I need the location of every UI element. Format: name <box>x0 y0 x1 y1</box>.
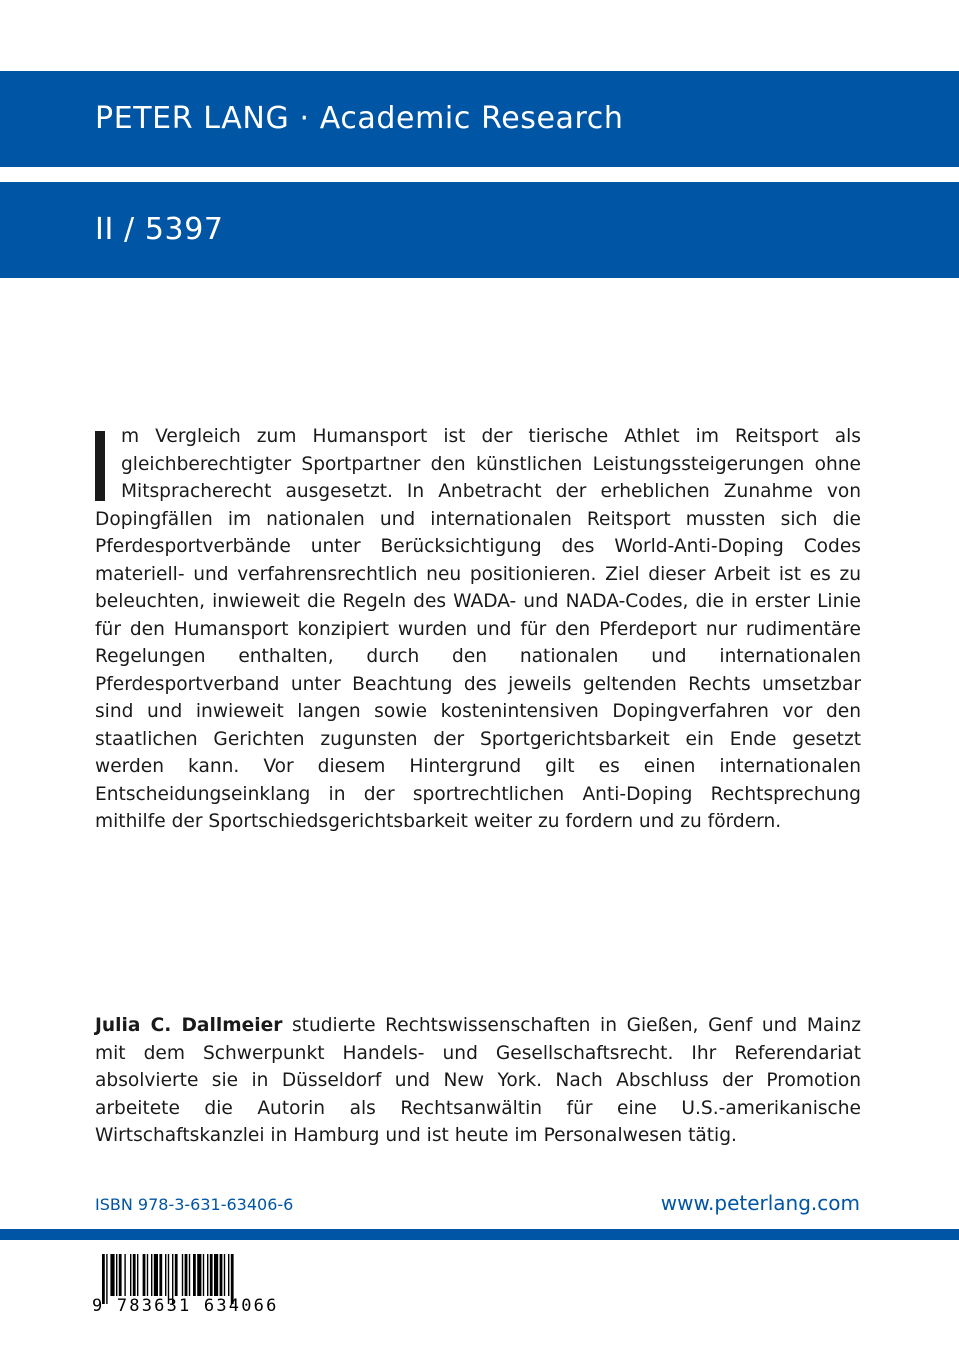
barcode-bar <box>151 1254 152 1296</box>
barcode-bar <box>130 1254 131 1296</box>
abstract-text <box>95 423 861 836</box>
barcode-bar <box>193 1254 196 1296</box>
barcode-bar <box>119 1254 122 1296</box>
barcode-bar <box>133 1254 136 1296</box>
barcode-digits: 9 783631 634066 <box>92 1296 279 1316</box>
author-name: Julia C. Dallmeier <box>95 1015 283 1036</box>
barcode-bar <box>165 1254 166 1296</box>
barcode-bar <box>110 1254 114 1296</box>
barcode-bar <box>197 1254 201 1296</box>
publisher-header-band <box>0 71 959 167</box>
barcode-bar <box>203 1254 204 1296</box>
barcode-bar <box>220 1254 223 1296</box>
dropcap-letter <box>95 431 105 501</box>
barcode-bar <box>124 1254 125 1296</box>
barcode-bar <box>228 1254 229 1296</box>
barcode-bar <box>175 1254 178 1296</box>
isbn: ISBN 978-3-631-63406-6 <box>95 1195 294 1214</box>
barcode-bar <box>154 1254 158 1296</box>
footer-band <box>0 1229 959 1240</box>
series-band <box>0 182 959 278</box>
publisher-line: PETER LANG · Academic Research <box>95 101 624 136</box>
barcode-bar <box>189 1254 190 1296</box>
website-link[interactable]: www.peterlang.com <box>660 1191 860 1215</box>
barcode-bar <box>147 1254 148 1296</box>
barcode-bar <box>137 1254 138 1296</box>
barcode-bar <box>159 1254 162 1296</box>
barcode-bar <box>185 1254 188 1296</box>
abstract-body: m Vergleich zum Humansport ist der tierische Athlet im Reitsport als gleichberechtigter Sportpartner den künstlichen Leistungssteigerungen ohne Mitspracherecht ausgesetzt. In Anbetracht der erheblichen Zunahme von Dopingfällen im nationalen und internationalen Reitsport mussten sich die Pferdesportverbände unter Berücksichtigung des World-Anti-Doping Codes materiell- und verfahrensrechtlich neu positionieren. Ziel dieser Arbeit ist es zu beleuchten, inwieweit die Regeln des WADA- und NADA-Codes, die in erster Linie für den Humansport konzipiert wurden und für den Pferdeport nur rudimentäre Regelungen enthalten, durch den nationalen und internationalen Pferdesportverband unter Beachtung des jeweils geltenden Rechts umsetzbar sind und inwieweit langen sowie kostenintensiven Dopingverfahren vor den staatlichen Gerichten zugunsten der Sportgerichtsbarkeit ein Ende gesetzt werden kann. Vor diesem Hintergrund gilt es einen internationalen Entscheidungseinklang in der sportrechtlichen Anti-Doping Rechtsprechung mithilfe der Sportschiedsgerichtsbarkeit weiter zu fordern und zu fördern. <box>95 426 861 832</box>
barcode-bar <box>224 1254 225 1296</box>
barcode-bar <box>214 1254 218 1296</box>
author-bio-body: studierte Rechtswissenschaften in Gießen, Genf und Mainz mit dem Schwerpunkt Handels- und Gesellschaftsrecht. Ihr Referendariat absolvierte sie in Düsseldorf und New York. Nach Abschluss der Promotion arbeitete die Autorin als Rechtsanwältin für eine U.S.-amerikanische Wirtschaftskanzlei in Hamburg und ist heute im Personalwesen tätig. <box>95 1015 861 1146</box>
barcode-bar <box>116 1254 117 1296</box>
author-bio <box>95 1012 861 1150</box>
barcode-bar <box>182 1254 183 1296</box>
barcode-bar <box>143 1254 146 1296</box>
barcode-bar <box>210 1254 213 1296</box>
series-number: II / 5397 <box>95 212 224 247</box>
barcode-bar <box>207 1254 208 1296</box>
